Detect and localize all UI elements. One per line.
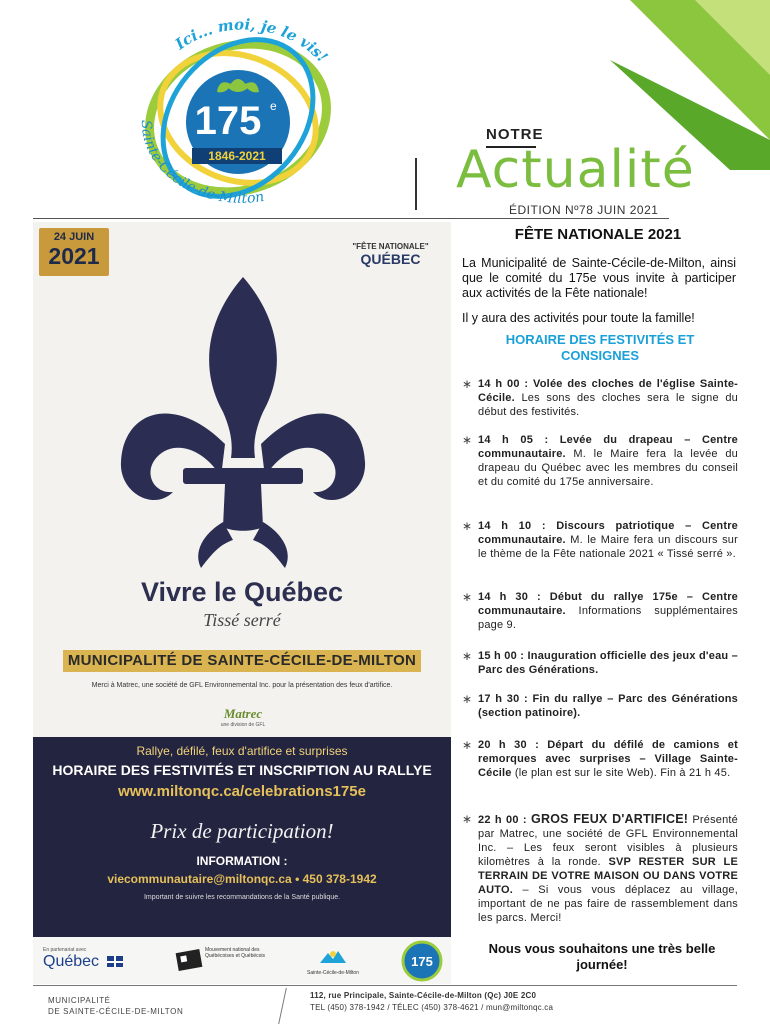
matrec-sub: une division de GFL xyxy=(220,722,266,728)
schedule-item-detail-2: – Si vous vous déplacez au village, important de ne pas faire de rassemblement dans les parcs. Merci! xyxy=(478,884,738,924)
matrec-logo xyxy=(193,706,293,732)
poster-municipality-banner: MUNICIPALITÉ DE SAINTE-CÉCILE-DE-MILTON xyxy=(63,650,421,672)
schedule-item-detail: (le plan est sur le site Web). Fin à 21 h 45. xyxy=(511,767,731,779)
schedule-item-time: 14 h 10 : Discours patriotique – Centre communautaire. xyxy=(478,520,738,546)
article-title: FÊTE NATIONALE 2021 xyxy=(514,226,682,243)
poster-date-badge xyxy=(39,228,109,276)
scm-mark-icon xyxy=(318,949,348,965)
schedule-item-time: 14 h 00 : Volée des cloches de l'église Sainte-Cécile. xyxy=(478,378,738,404)
mnq-partner-name: Mouvement national des Québécoises et Québécois xyxy=(205,947,266,959)
quebec-partner-name: Québec xyxy=(43,953,100,970)
footer-municipality-line2: DE SAINTE-CÉCILE-DE-MILTON xyxy=(48,1007,184,1016)
schedule-item-fireworks xyxy=(462,812,738,925)
schedule-item xyxy=(462,649,738,677)
schedule-item-detail: Présenté par Matrec, une société de GFL Environnemental Inc. – Les feux seront visibles à plusieurs kilomètres à la ronde. xyxy=(478,814,738,868)
logo-superscript: e xyxy=(270,99,277,113)
footer-address: 112, rue Principale, Sainte-Cécile-de-Milton (Qc) J0E 2C0 xyxy=(310,991,537,1000)
fete-logo-line1: "FÊTE NATIONALE" xyxy=(352,242,429,251)
footer-rule xyxy=(33,985,737,986)
poster-info-label: INFORMATION : xyxy=(196,854,288,868)
fete-nationale-logo xyxy=(333,242,448,267)
corner-decoration xyxy=(600,0,770,170)
header-rule xyxy=(33,218,669,219)
bullet-icon: ∗ xyxy=(462,377,473,391)
bullet-icon: ∗ xyxy=(462,433,473,447)
poster-date-year: 2021 xyxy=(48,243,100,269)
poster-rallye-line: Rallye, défilé, feux d'artifice et surprises xyxy=(136,744,348,758)
footer-municipality xyxy=(48,995,183,1017)
newsletter-title: Actualité xyxy=(456,140,695,200)
matrec-name: Matrec xyxy=(223,706,263,721)
article-intro: La Municipalité de Sainte-Cécile-de-Milton, ainsi que le comité du 175e vous invite à participer aux activités de la Fête nationale! xyxy=(462,256,736,300)
schedule-item-time: 14 h 05 : Levée du drapeau – Centre communautaire. xyxy=(478,434,738,460)
fete-nationale-poster xyxy=(33,222,451,984)
schedule-item xyxy=(462,377,738,419)
masthead-notre: NOTRE xyxy=(486,126,544,143)
poster-vivre-headline: Vivre le Québec xyxy=(140,577,344,607)
schedule-subheading: HORAIRE DES FESTIVITÉS ET CONSIGNES xyxy=(505,332,695,363)
logo-slogan: Ici... moi, je le vis! xyxy=(171,15,332,66)
poster-horaire-inscription: HORAIRE DES FESTIVITÉS ET INSCRIPTION AU RALLYE xyxy=(52,762,432,778)
logo-town: Sainte-Cécile-de-Milton xyxy=(137,119,266,207)
schedule-item-warning: SVP RESTER SUR LE TERRAIN DE VOTRE MAISON OU DANS VOTRE AUTO. xyxy=(478,856,738,896)
footer-phone-email: TEL (450) 378-1942 / TÉLEC (450) 378-4621 / mun@miltonqc.ca xyxy=(310,1003,554,1012)
poster-merci-text: Merci à Matrec, une société de GFL Environnemental Inc. pour la présentation des feux d'artifice. xyxy=(91,682,393,689)
small-175-number: 175 xyxy=(411,954,433,969)
fete-logo-line2: QUÉBEC xyxy=(360,251,421,267)
schedule-item xyxy=(462,590,738,632)
bullet-icon: ∗ xyxy=(462,649,473,663)
logo-number: 175 xyxy=(194,99,262,143)
title-divider xyxy=(415,158,417,210)
poster-prix: Prix de participation! xyxy=(150,819,334,843)
quebec-partner-logo xyxy=(43,947,123,971)
schedule-item xyxy=(462,433,738,489)
closing-message: Nous vous souhaitons une très belle journée! xyxy=(488,941,716,972)
footer-municipality-line1: MUNICIPALITÉ xyxy=(48,996,111,1005)
footer-contact xyxy=(310,990,553,1014)
schedule-item-time: 22 h 00 : xyxy=(478,814,527,826)
schedule-item-time: 15 h 00 : Inauguration officielle des jeux d'eau – Parc des Générations. xyxy=(478,650,738,676)
fleur-de-lys-icon xyxy=(113,272,373,572)
article-family-line: Il y aura des activités pour toute la famille! xyxy=(462,311,695,325)
logo-years: 1846-2021 xyxy=(208,149,266,163)
schedule-item-detail: M. le Maire fera un discours sur le thème de la Fête nationale 2021 « Tissé serré ». xyxy=(478,534,738,560)
poster-important-note: Important de suivre les recommandations de la Santé publique. xyxy=(143,894,341,901)
poster-url: www.miltonqc.ca/celebrations175e xyxy=(118,783,366,800)
bullet-icon: ∗ xyxy=(462,692,473,706)
schedule-item-time: 20 h 30 : Départ du défilé de camions et remorques avec surprises – Village Sainte-Cécile xyxy=(478,739,738,779)
bullet-icon: ∗ xyxy=(462,590,473,604)
small-175-logo-icon xyxy=(401,940,443,982)
schedule-item-time: 17 h 30 : Fin du rallye – Parc des Générations (section patinoire). xyxy=(478,693,738,719)
anniversary-logo xyxy=(120,10,360,210)
poster-date-day: 24 JUIN xyxy=(53,231,95,243)
quebec-partner-small: En partenariat avec xyxy=(43,947,87,953)
poster-contact-line: viecommunautaire@miltonqc.ca • 450 378-1942 xyxy=(107,872,377,886)
quebec-flag-icon xyxy=(107,956,123,967)
poster-tisse-serre: Tissé serré xyxy=(203,610,281,630)
bullet-icon: ∗ xyxy=(462,738,473,752)
scm-partner-name: Sainte-Cécile-de-Milton xyxy=(307,970,359,976)
schedule-item xyxy=(462,738,738,780)
edition-label: ÉDITION Nº78 JUIN 2021 xyxy=(509,203,659,217)
bullet-icon: ∗ xyxy=(462,519,473,533)
schedule-item-time: 14 h 30 : Début du rallye 175e – Centre communautaire. xyxy=(478,591,738,617)
footer-separator xyxy=(278,988,287,1024)
bullet-icon: ∗ xyxy=(462,812,473,826)
schedule-item xyxy=(462,692,738,720)
scm-partner-logo xyxy=(303,949,363,976)
schedule-item-detail: Informations supplémentaires page 9. xyxy=(478,605,738,631)
poster-partners-strip xyxy=(33,937,451,984)
schedule-item-detail: Les sons des cloches sera le signe du début des festivités. xyxy=(478,392,738,418)
schedule-item xyxy=(462,519,738,561)
fireworks-headline: GROS FEUX D'ARTIFICE! xyxy=(531,812,689,826)
schedule-item-detail: M. le Maire fera la levée du drapeau du Québec avec les membres du conseil et du comité du 175e anniversaire. xyxy=(478,448,738,488)
